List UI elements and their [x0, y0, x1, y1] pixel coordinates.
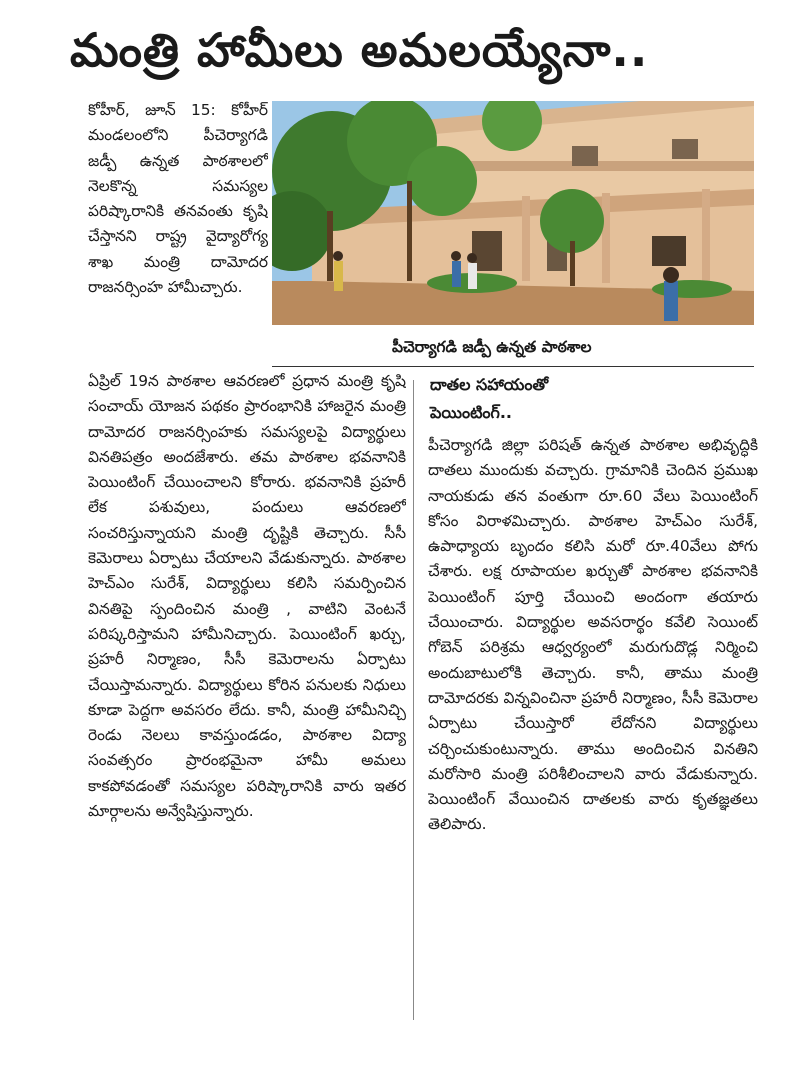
school-building-photo: [272, 101, 754, 325]
right-body-text: పీచెర్యాగడి జిల్లా పరిషత్ ఉన్నత పాఠశాల అభివృద్ధికి దాతలు ముందుకు వచ్చారు. గ్రామానికి చెందిన ప్రముఖ నాయకుడు తన వంతుగా రూ.60 వేలు పెయింటింగ్ కోసం విరాళమిచ్చారు. పాఠశాల హెచ్ఎం సురేశ్, ఉపాధ్యాయ బృందం కలిసి మరో రూ.40వేలు పోగు చేశారు. లక్ష రూపాయల ఖర్చుతో పాఠశాల భవనానికి పెయింటింగ్ పూర్తి చేయించి అందంగా తయారు చేయించారు. విద్యార్థుల అవసరార్థం కవేలి సెయింట్ గోబెన్ పరిశ్రమ ఆధ్వర్యంలో మరుగుదొడ్ల నిర్మించి అందుబాటులోకి తెచ్చారు. కానీ, తాము మంత్రి దామోదరకు విన్నవించినా ప్రహరీ నిర్మాణం, సీసీ కెమెరాల ఏర్పాటు చేయిస్తారో లేదోనని విద్యార్థులు చర్చించుకుంటున్నారు. తాము అందించిన వినతిని మరోసారి మంత్రి పరిశీలించాలని వారు వేడుకున్నారు. పెయింటింగ్ వేయించిన దాతలకు వారు కృతజ్ఞతలు తెలిపారు.: [428, 436, 758, 834]
school-building-illustration: [272, 101, 754, 325]
dateline-intro-text: కోహీర్, జూన్ 15: కోహీర్ మండలంలోని పీచెర్యాగడి జడ్పీ ఉన్నత పాఠశాలలో నెలకొన్న సమస్యల పరిష్కారానికి తనవంతు కృషి చేస్తానని రాష్ట్ర వైద్యారోగ్య శాఖ మంత్రి దామోదర రాజనర్సింహ హామీచ్చారు.: [88, 101, 268, 297]
column-divider: [413, 380, 414, 1020]
subheading-line-1: దాతల సహాయంతో: [430, 375, 549, 394]
article-intro: [88, 98, 268, 368]
article-left-column: [88, 369, 406, 1029]
headline: మంత్రి హామీలు అమలయ్యేనా..: [70, 23, 649, 77]
photo-caption: పీచెర్యాగడి జడ్పీ ఉన్నత పాఠశాల: [392, 338, 592, 356]
subheading-line-2: పెయింటింగ్..: [430, 403, 513, 422]
caption-rule: [272, 366, 754, 367]
subheading: [430, 371, 750, 427]
left-body-text: ఏప్రిల్ 19న పాఠశాల ఆవరణలో ప్రధాన మంత్రి కృషి సంచాయ్ యోజన పథకం ప్రారంభానికి హాజరైన మంత్రి దామోదర రాజనర్సింహకు సమస్యలపై విద్యార్థులు వినతిపత్రం అందజేశారు. తమ పాఠశాల భవనానికి పెయింటింగ్ చేయించాలని కోరారు. భవనానికి ప్రహరీ లేక పశువులు, పందులు ఆవరణలో సంచరిస్తున్నాయని మంత్రి దృష్టికి తెచ్చారు. సీసీ కెమెరాలు ఏర్పాటు చేయాలని వేడుకున్నారు. పాఠశాల హెచ్ఎం సురేశ్, విద్యార్థులు కలిసి సమర్పించిన వినతిపై స్పందించిన మంత్రి , వాటిని వెంటనే పరిష్కరిస్తామని హామీనిచ్చారు. పెయింటింగ్ ఖర్చు, ప్రహరీ నిర్మాణం, సీసీ కెమెరాలను ఏర్పాటు చేయిస్తామన్నారు. విద్యార్థులు కోరిన పనులకు నిధులు కూడా పెద్దగా అవసరం లేదు. కానీ, మంత్రి హామీనిచ్చి రెండు నెలలు కావస్తుండడం, పాఠశాల విద్యా సంవత్సరం ప్రారంభమైనా హామీ అమలు కాకపోవడంతో సమస్యల పరిష్కారానికి వారు ఇతర మార్గాలను అన్వేషిస్తున్నారు.: [88, 372, 406, 821]
article-right-column: [428, 433, 758, 1013]
